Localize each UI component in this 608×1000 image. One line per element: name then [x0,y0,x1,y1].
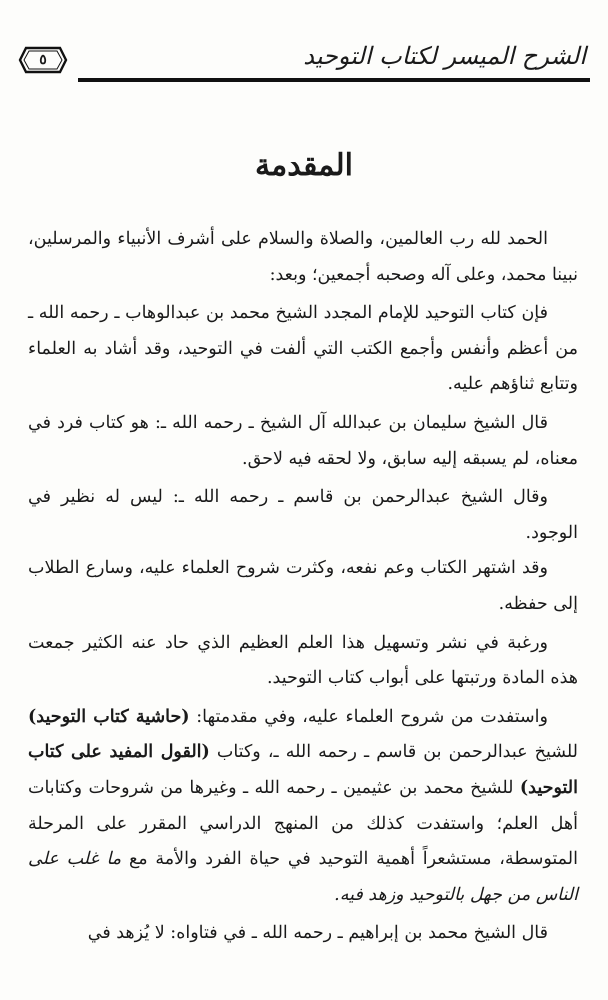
paragraph-2: فإن كتاب التوحيد للإمام المجدد الشيخ محمد بن عبدالوهاب ـ رحمه الله ـ من أعظم وأنفس وأجمع الكتب التي ألفت في التوحيد، وقد أشاد به العلماء وتتابع ثناؤهم عليه. [28,303,578,395]
paragraph-1: الحمد لله رب العالمين، والصلاة والسلام على أشرف الأنبياء والمرسلين، نبينا محمد، وعلى آله وصحبه أجمعين؛ وبعد: [28,229,578,285]
paragraph-7-part-4: (القول المفيد على كتاب التوحيد) [28,742,578,798]
paragraph-7 [28,700,578,914]
paragraph-5: وقد اشتهر الكتاب وعم نفعه، وكثرت شروح العلماء عليه، وسارع الطلاب إلى حفظه. [28,558,578,614]
page-number-badge [18,46,68,74]
paragraph-3: قال الشيخ سليمان بن عبدالله آل الشيخ ـ رحمه الله ـ: هو كتاب فرد في معناه، لم يسبقه إليه سابق، ولا لحقه فيه لاحق. [28,412,578,469]
paragraph-7-part-5: للشيخ محمد بن عثيمين ـ رحمه الله ـ وغيرها من شروحات وكتابات أهل العلم؛ واستفدت كذلك من المنهج الدراسي المقرر على المرحلة المتوسطة، مستشعراً أهمية التوحيد في حياة الفرد والأمة مع [28,777,578,870]
paragraph-7-part-2: (حاشية كتاب التوحيد) [28,706,190,727]
paragraph-7-part-6: ما غلب على الناس من جهل بالتوحيد وزهد فيه. [28,849,578,905]
running-header [18,40,590,80]
paragraph-7-part-3: للشيخ عبدالرحمن بن قاسم ـ رحمه الله ـ، وكتاب [209,742,578,763]
header-rule [78,78,590,82]
body-text [28,222,578,952]
paragraph-6: ورغبة في نشر وتسهيل هذا العلم العظيم الذي حاد عنه الكثير جمعت هذه المادة ورتبتها على أبواب كتاب التوحيد. [28,632,578,689]
paragraph-8: قال الشيخ محمد بن إبراهيم ـ رحمه الله ـ في فتاواه: لا يُزهد في [87,923,548,944]
running-title: الشرح الميسر لكتاب التوحيد [303,42,586,70]
page-number: ٥ [39,52,47,68]
chapter-title: المقدمة [255,148,353,183]
paragraph-7-part-1: واستفدت من شروح العلماء عليه، وفي مقدمتها: [189,706,548,727]
paragraph-4: وقال الشيخ عبدالرحمن بن قاسم ـ رحمه الله ـ: ليس له نظير في الوجود. [28,487,578,543]
